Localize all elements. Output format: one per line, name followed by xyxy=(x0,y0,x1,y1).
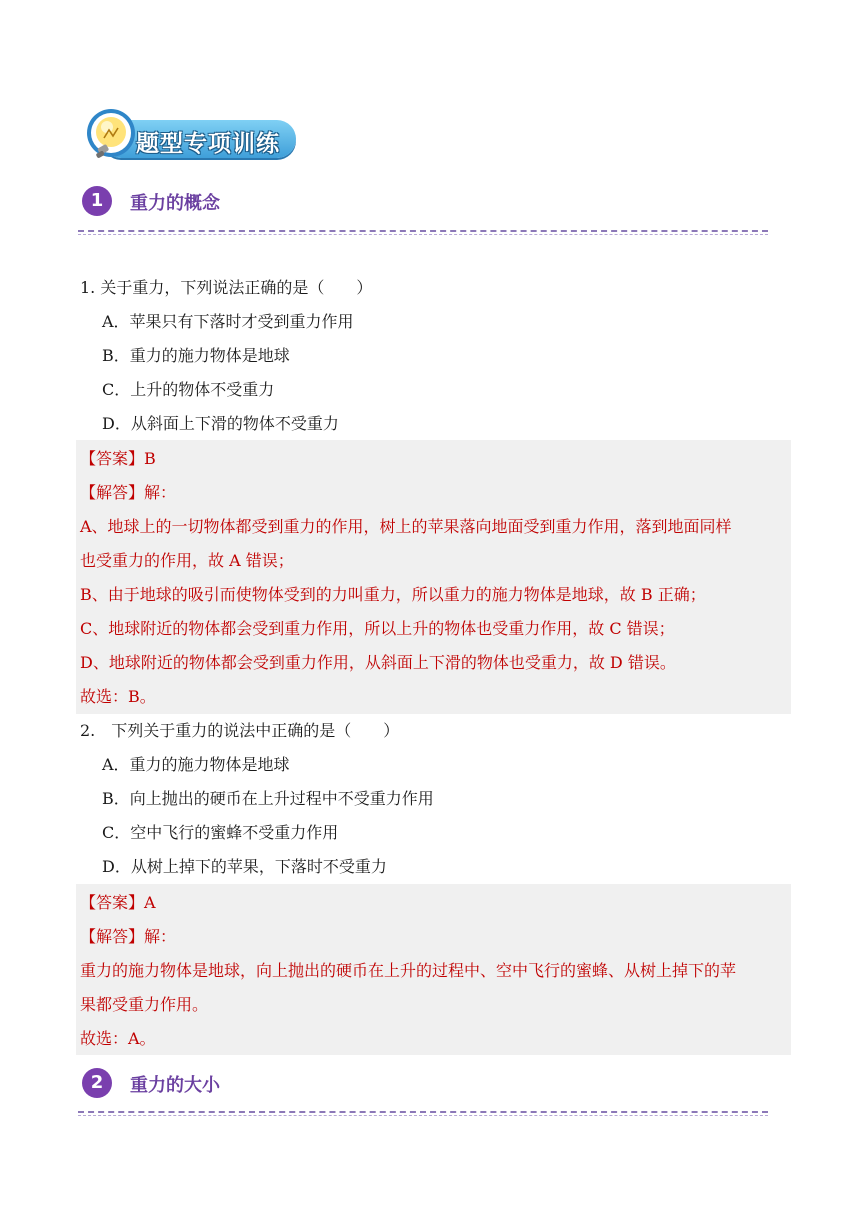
option-d: D．从树上掉下的苹果，下落时不受重力 xyxy=(102,857,387,876)
lightbulb-icon xyxy=(84,108,138,166)
option-a: A．重力的施力物体是地球 xyxy=(102,755,290,774)
section-title: 重力的概念 xyxy=(130,193,220,214)
analysis-line: 重力的施力物体是地球，向上抛出的硬币在上升的过程中、空中飞行的蜜蜂、从树上掉下的苹 xyxy=(80,961,737,980)
option-c: C．上升的物体不受重力 xyxy=(102,380,275,399)
section-number-badge: 2 xyxy=(82,1068,112,1098)
option-a: A．苹果只有下落时才受到重力作用 xyxy=(102,312,354,331)
banner-title: 题型专项训练 xyxy=(136,131,280,157)
section-divider xyxy=(78,1111,768,1113)
conclusion: 故选：B。 xyxy=(80,687,156,706)
option-b: B．向上抛出的硬币在上升过程中不受重力作用 xyxy=(102,789,434,808)
answer-label: 【答案】A xyxy=(80,893,156,912)
section-number-badge: 1 xyxy=(82,186,112,216)
analysis-line: B、由于地球的吸引而使物体受到的力叫重力，所以重力的施力物体是地球，故 B 正确； xyxy=(80,585,706,604)
analysis-line: 也受重力的作用，故 A 错误； xyxy=(80,551,294,570)
question-stem: 1. 关于重力，下列说法正确的是（ ） xyxy=(80,278,373,297)
analysis-line: D、地球附近的物体都会受到重力作用，从斜面上下滑的物体也受重力，故 D 错误。 xyxy=(80,653,676,672)
analysis-line: C、地球附近的物体都会受到重力作用，所以上升的物体也受重力作用，故 C 错误； xyxy=(80,619,675,638)
option-d: D．从斜面上下滑的物体不受重力 xyxy=(102,414,339,433)
analysis-line: A、地球上的一切物体都受到重力的作用，树上的苹果落向地面受到重力作用，落到地面同样 xyxy=(80,517,732,536)
answer-label: 【答案】B xyxy=(80,449,156,468)
analysis-line: 果都受重力作用。 xyxy=(80,995,209,1014)
analysis-label: 【解答】解： xyxy=(80,927,177,946)
conclusion: 故选：A。 xyxy=(80,1029,156,1048)
section-title: 重力的大小 xyxy=(130,1075,220,1096)
section-divider xyxy=(78,230,768,232)
option-c: C．空中飞行的蜜蜂不受重力作用 xyxy=(102,823,339,842)
analysis-label: 【解答】解： xyxy=(80,483,177,502)
question-stem: 2. 下列关于重力的说法中正确的是（ ） xyxy=(80,721,400,740)
option-b: B．重力的施力物体是地球 xyxy=(102,346,290,365)
section-banner xyxy=(84,108,298,166)
